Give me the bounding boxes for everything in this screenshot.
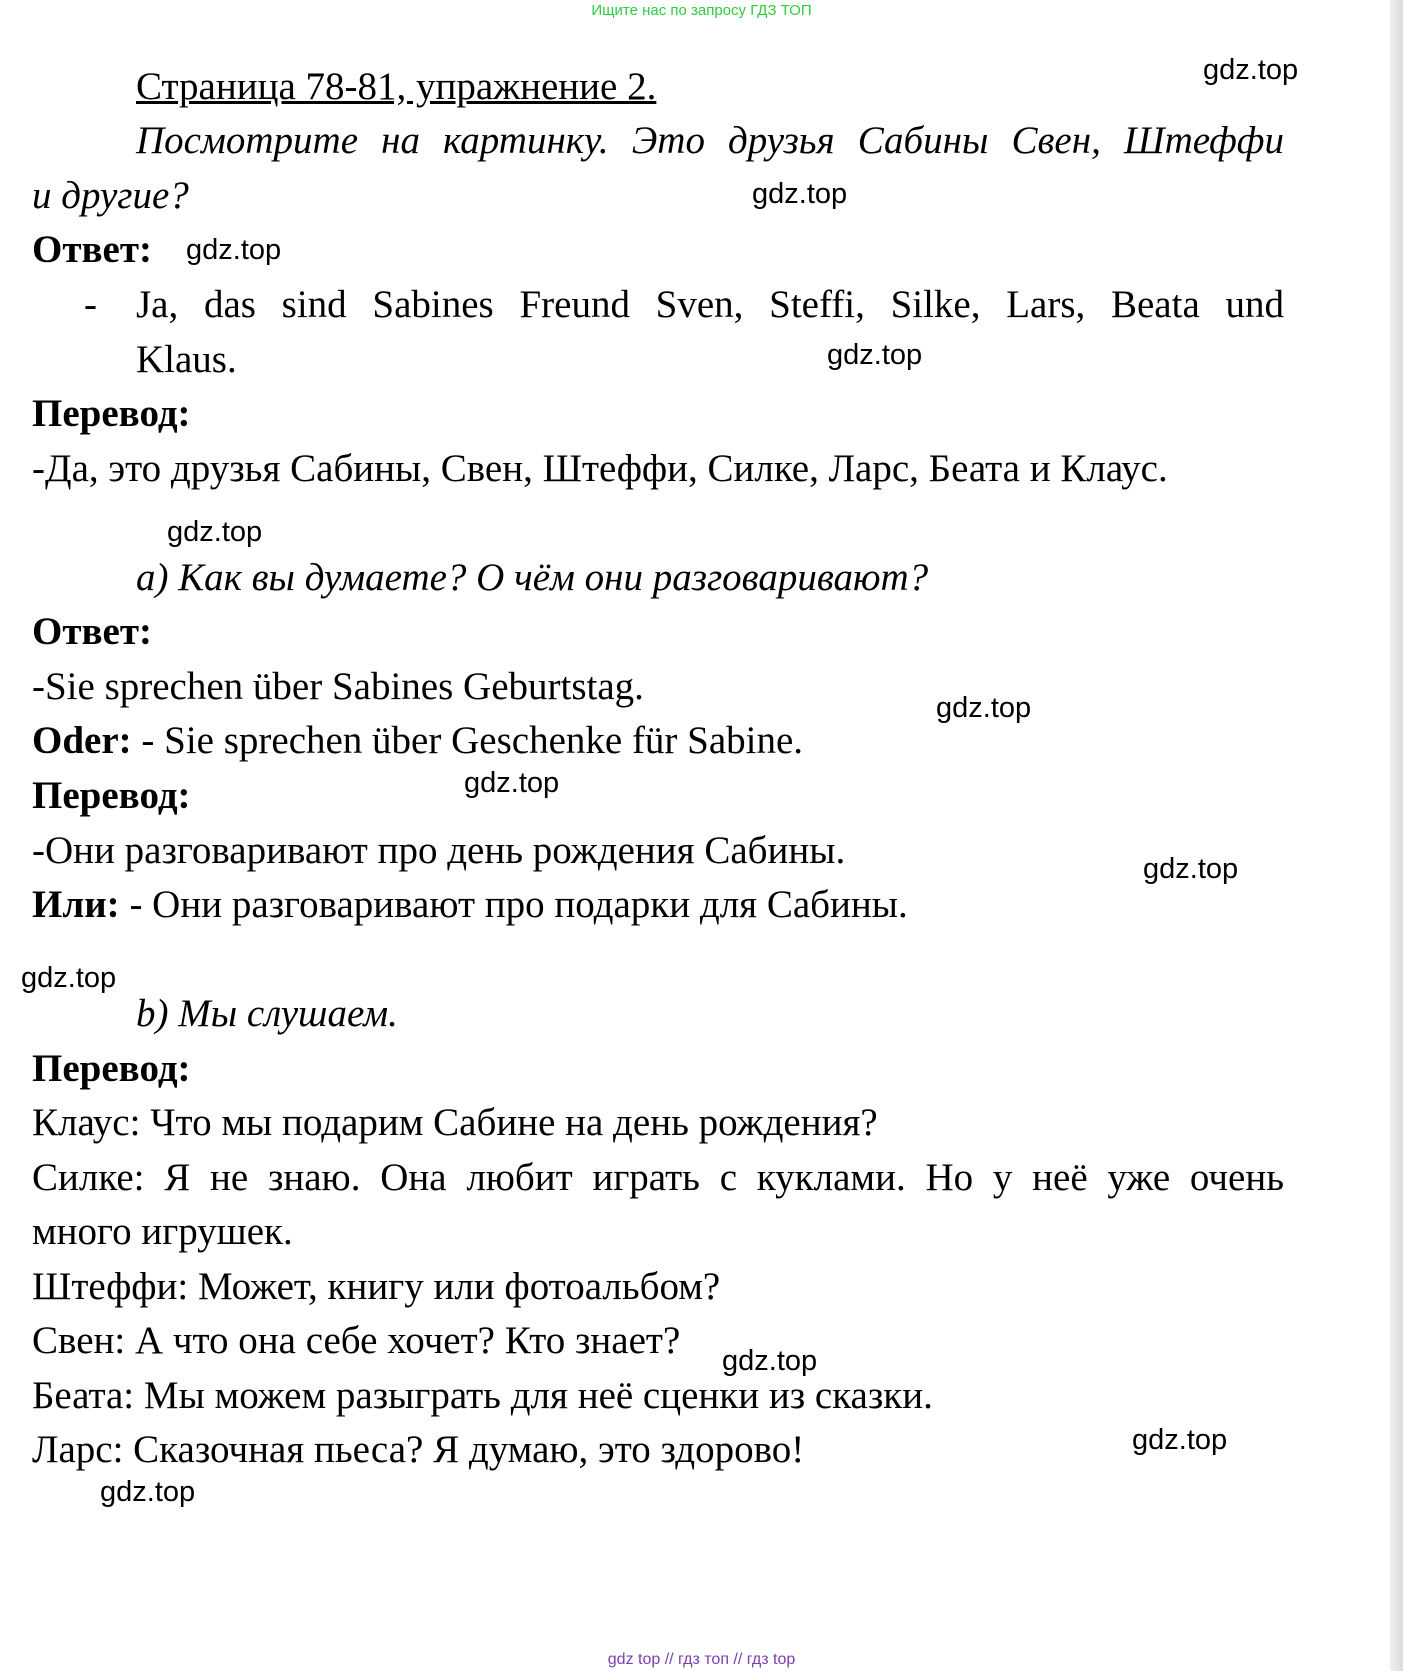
watermark: gdz.top <box>1203 54 1299 86</box>
watermark: gdz.top <box>722 1345 818 1377</box>
question-a: a) Как вы думаете? О чём они разговаривают? <box>136 556 929 599</box>
bottom-banner: gdz top // гдз топ // гдз top <box>607 1651 796 1668</box>
ili-label: Или: <box>32 883 120 926</box>
translation-label-1: Перевод: <box>32 392 191 435</box>
translation-label-3: Перевод: <box>32 1047 191 1090</box>
watermark: gdz.top <box>464 767 560 799</box>
dialogue-line: Силке: Я не знаю. Она любит играть с куклами. Но у неё уже очень <box>32 1156 1284 1199</box>
dialogue-line: Клаус: Что мы подарим Сабине на день рождения? <box>32 1101 878 1144</box>
answer-dash: - <box>84 283 97 326</box>
watermark: gdz.top <box>827 339 923 371</box>
watermark: gdz.top <box>186 234 282 266</box>
answer-text-line-2: Klaus. <box>136 338 237 381</box>
oder-label: Oder: <box>32 719 132 762</box>
page-title: Страница 78-81, упражнение 2. <box>136 65 657 108</box>
translation-text-1: -Да, это друзья Сабины, Свен, Штеффи, Силке, Ларс, Беата и Клаус. <box>32 447 1168 490</box>
translation-text-2: -Они разговаривают про день рождения Сабины. <box>32 829 846 872</box>
watermark: gdz.top <box>936 692 1032 724</box>
watermark: gdz.top <box>752 178 848 210</box>
dialogue-line: Свен: А что она себе хочет? Кто знает? <box>32 1319 681 1362</box>
task-line-1: Посмотрите на картинку. Это друзья Сабины Свен, Штеффи <box>136 119 1284 162</box>
dialogue-line: Ларс: Сказочная пьеса? Я думаю, это здорово! <box>32 1428 805 1471</box>
page-edge-shadow <box>1390 0 1403 1671</box>
top-banner: Ищите нас по запросу ГДЗ ТОП <box>591 2 812 19</box>
answer-label-1: Ответ: <box>32 228 153 271</box>
ili-text: - Они разговаривают про подарки для Сабины. <box>119 883 908 926</box>
watermark: gdz.top <box>1143 853 1239 885</box>
task-line-2: и другие? <box>32 174 189 217</box>
dialogue-line: Штеффи: Может, книгу или фотоальбом? <box>32 1265 721 1308</box>
watermark: gdz.top <box>1132 1424 1228 1456</box>
watermark: gdz.top <box>167 516 263 548</box>
translation-alt-2 <box>32 880 908 930</box>
dialogue-line: Беата: Мы можем разыграть для неё сценки из сказки. <box>32 1374 933 1417</box>
answer-label-2: Ответ: <box>32 610 153 653</box>
watermark: gdz.top <box>21 962 117 994</box>
answer-alt-2 <box>32 716 803 766</box>
translation-label-2: Перевод: <box>32 774 191 817</box>
answer-text-line-1: Ja, das sind Sabines Freund Sven, Steffi, Silke, Lars, Beata und <box>136 283 1284 326</box>
oder-text: - Sie sprechen über Geschenke für Sabine. <box>131 719 804 762</box>
question-b: b) Мы слушаем. <box>136 992 398 1035</box>
watermark: gdz.top <box>100 1476 196 1508</box>
answer-text-2: -Sie sprechen über Sabines Geburtstag. <box>32 665 644 708</box>
dialogue-line: много игрушек. <box>32 1210 293 1253</box>
